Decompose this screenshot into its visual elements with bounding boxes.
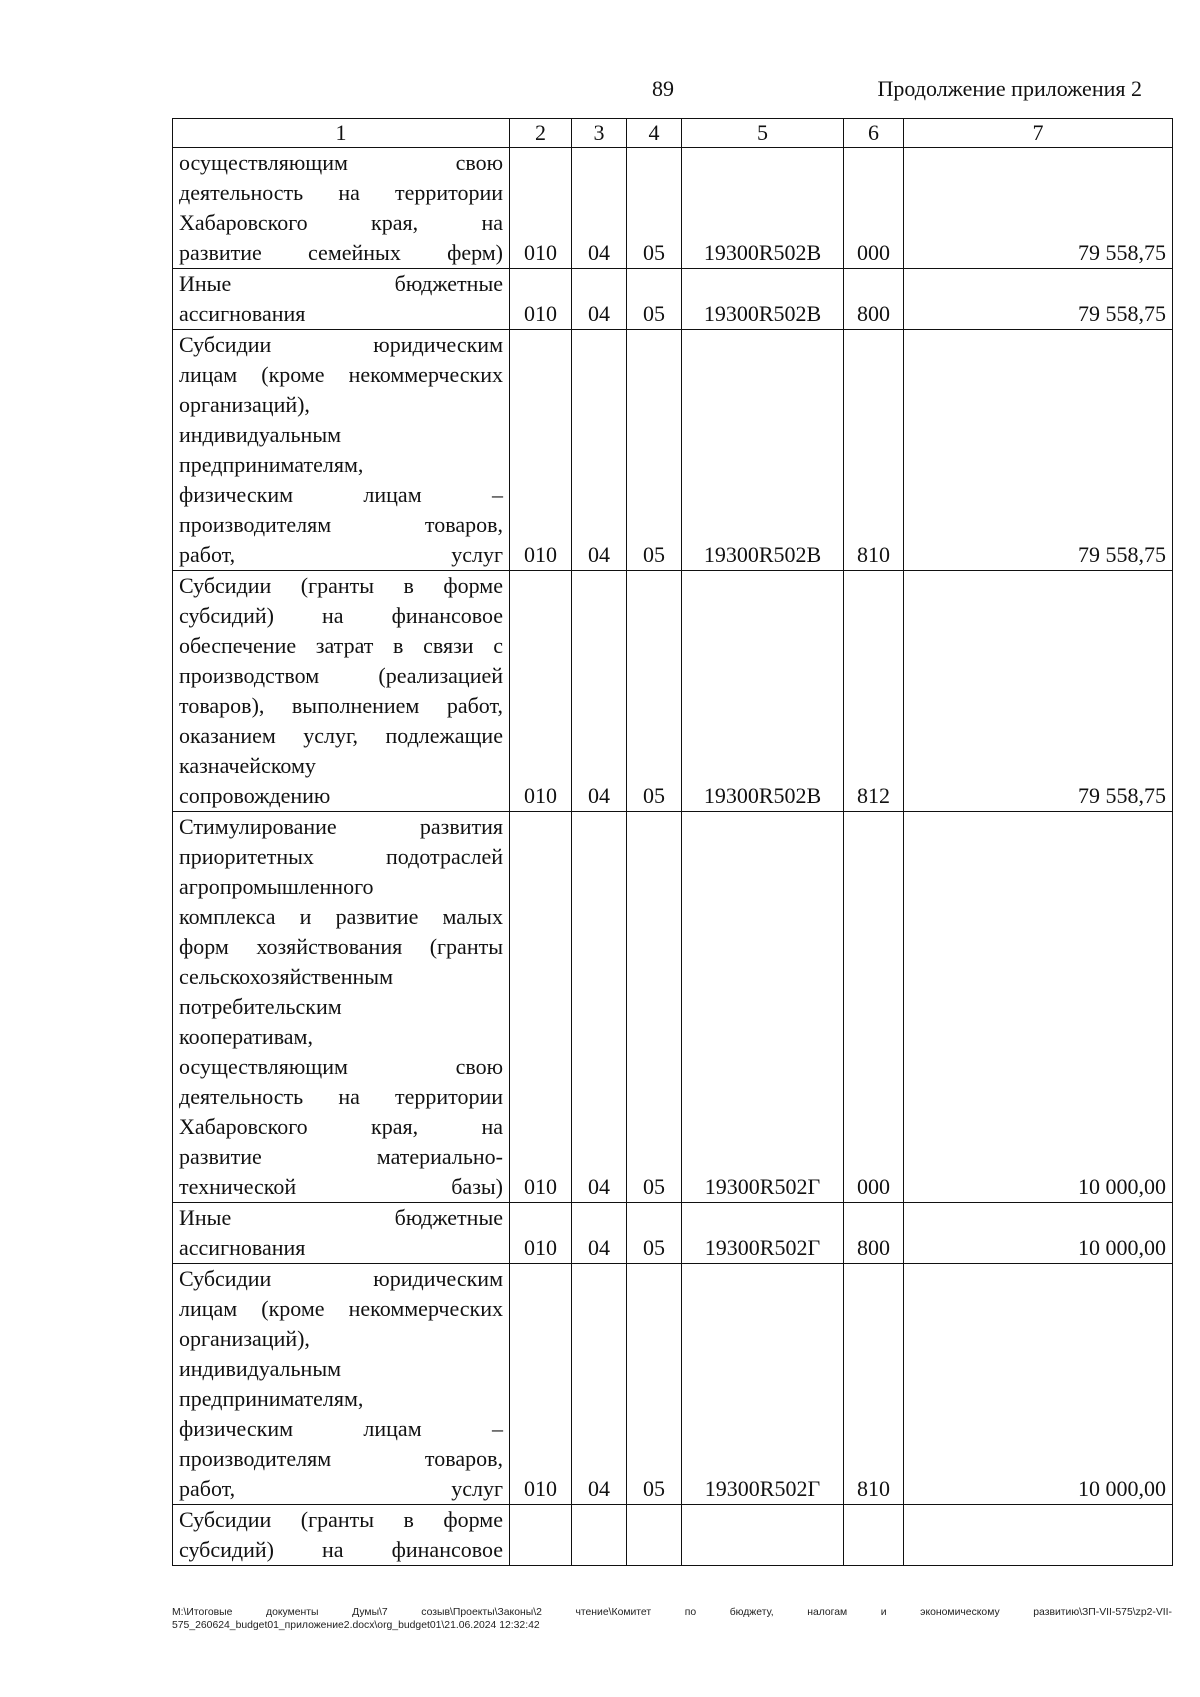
word: свою [455,150,503,175]
word: субсидий) [179,1537,274,1562]
admin-code-cell: 010 [510,571,572,812]
word: ферм) [447,240,503,265]
word: работ, [179,542,236,567]
word: осуществляющим [179,150,348,175]
subsection-code-cell: 05 [627,1203,682,1264]
section-code-cell: 04 [572,269,627,330]
word: территории [394,1084,503,1109]
description-line [179,1444,503,1474]
description-line [179,540,503,570]
word: Субсидии [179,1266,272,1291]
word: – [492,1416,503,1441]
description-line [179,480,503,510]
expense-type-cell: 812 [844,571,904,812]
word: осуществляющим [179,1054,348,1079]
word: развития [419,814,503,839]
word: Хабаровского [179,210,308,235]
word: бюджетные [394,1205,503,1230]
row-description [173,571,510,812]
word: производителям [179,512,332,537]
footer-file-path: M:\Итоговые документы Думы\7 созыв\Проекты\Законы\2 чтение\Комитет по бюджету, налогам и экономическому развитию\ЗП-VII-575\zp2-VII-575_260624_budget01_приложение2.docx\org_budget01\21.06.2024 12:32:42 [172,1607,1172,1631]
description-line: ассигнования [179,1235,306,1260]
word: физическим [179,482,294,507]
description-line [179,721,503,751]
word: выполнением [291,693,420,718]
expense-type-cell: 810 [844,1264,904,1505]
expense-type-cell: 000 [844,148,904,269]
subsection-code-cell: 05 [627,571,682,812]
description-line: предпринимателям, [179,452,364,477]
word: финансовое [391,603,503,628]
table-row [173,1264,1173,1505]
word: форме [443,573,503,598]
row-description [173,1264,510,1505]
description-line [179,269,503,299]
description-line [179,238,503,268]
word: Субсидии [179,1507,272,1532]
row-description [173,148,510,269]
word: подотраслей [386,844,503,869]
budget-table [172,118,1173,1566]
description-line [179,510,503,540]
table-body [173,148,1173,1566]
target-article-cell: 19300R502В [682,148,844,269]
word: малых [442,904,503,929]
description-line [179,1414,503,1444]
continuation-label: Продолжение приложения 2 [877,76,1142,101]
description-line [179,1474,503,1504]
word: деятельность [179,180,304,205]
target-article-cell: 19300R502Г [682,1203,844,1264]
column-header: 5 [682,119,844,148]
word: в [403,573,414,598]
description-line [179,631,503,661]
word: лицам [179,362,238,387]
row-description [173,269,510,330]
word: на [481,1114,503,1139]
word: форме [443,1507,503,1532]
word: технической [179,1174,297,1199]
word: хозяйствования [256,934,403,959]
column-header: 2 [510,119,572,148]
admin-code-cell [510,1505,572,1566]
description-line [179,1052,503,1082]
word: некоммерческих [348,362,503,387]
word: (кроме [261,1296,325,1321]
word: услуг [451,542,503,567]
word: приоритетных [179,844,314,869]
description-line: предпринимателям, [179,1386,364,1411]
description-line: организаций), [179,1326,310,1351]
word: на [338,180,360,205]
row-description [173,330,510,571]
word: лицам [363,1416,422,1441]
expense-type-cell: 810 [844,330,904,571]
table-row [173,1505,1173,1566]
description-line: агропромышленного [179,874,374,899]
admin-code-cell: 010 [510,330,572,571]
description-line [179,1203,503,1233]
description-line: сопровождению [179,783,331,808]
word: края, [371,1114,419,1139]
section-code-cell: 04 [572,330,627,571]
table-header-row [173,119,1173,148]
word: деятельность [179,1084,304,1109]
description-line [179,571,503,601]
description-line [179,208,503,238]
word: услуг [451,1476,503,1501]
section-code-cell: 04 [572,1203,627,1264]
word: и [299,904,312,929]
admin-code-cell: 010 [510,1264,572,1505]
amount-cell: 79 558,75 [904,269,1173,330]
word: (кроме [261,362,325,387]
amount-cell: 79 558,75 [904,571,1173,812]
description-line [179,330,503,360]
table-row [173,812,1173,1203]
description-line: потребительским [179,994,342,1019]
description-line [179,812,503,842]
table-row [173,1203,1173,1264]
column-header: 4 [627,119,682,148]
word: юридическим [373,1266,503,1291]
word: края, [371,210,419,235]
word: на [481,210,503,235]
expense-type-cell: 000 [844,812,904,1203]
word: обеспечение [179,633,297,658]
word: форм [179,934,229,959]
word: физическим [179,1416,294,1441]
word: комплекса [179,904,276,929]
word: – [492,482,503,507]
description-line [179,661,503,691]
word: территории [394,180,503,205]
amount-cell: 79 558,75 [904,330,1173,571]
word: субсидий) [179,603,274,628]
admin-code-cell: 010 [510,269,572,330]
word: (реализацией [378,663,503,688]
word: развитие [179,240,262,265]
word: семейных [308,240,401,265]
description-line [179,178,503,208]
table-row [173,148,1173,269]
word: связи [423,633,474,658]
word: Субсидии [179,573,272,598]
word: материально- [376,1144,503,1169]
word: (гранты [300,1507,375,1532]
description-line [179,1082,503,1112]
amount-cell: 10 000,00 [904,1203,1173,1264]
subsection-code-cell: 05 [627,1264,682,1505]
description-line [179,1294,503,1324]
description-line: индивидуальным [179,422,342,447]
word: финансовое [391,1537,503,1562]
column-header: 1 [173,119,510,148]
description-line: сельскохозяйственным [179,964,393,989]
target-article-cell: 19300R502В [682,571,844,812]
description-line [179,1172,503,1202]
description-line [179,360,503,390]
description-line: кооперативам, [179,1024,313,1049]
subsection-code-cell: 05 [627,148,682,269]
word: Стимулирование [179,814,337,839]
word: базы) [451,1174,503,1199]
word: подлежащие [385,723,503,748]
subsection-code-cell: 05 [627,330,682,571]
word: товаров), [179,693,265,718]
description-line: ассигнования [179,301,306,326]
word: производителям [179,1446,332,1471]
admin-code-cell: 010 [510,1203,572,1264]
word: с [493,633,503,658]
amount-cell: 79 558,75 [904,148,1173,269]
section-code-cell: 04 [572,571,627,812]
description-line: индивидуальным [179,1356,342,1381]
description-line: казначейскому [179,753,316,778]
description-line [179,601,503,631]
word: свою [455,1054,503,1079]
column-header: 7 [904,119,1173,148]
word: на [338,1084,360,1109]
word: Субсидии [179,332,272,357]
section-code-cell: 04 [572,1264,627,1505]
table-row [173,269,1173,330]
word: услуг, [303,723,359,748]
word: в [403,1507,414,1532]
row-description [173,812,510,1203]
target-article-cell: 19300R502В [682,269,844,330]
section-code-cell: 04 [572,812,627,1203]
description-line [179,1112,503,1142]
subsection-code-cell [627,1505,682,1566]
word: товаров, [424,1446,503,1471]
admin-code-cell: 010 [510,148,572,269]
word: затрат [315,633,374,658]
word: бюджетные [394,271,503,296]
word: работ, [446,693,503,718]
word: лицам [363,482,422,507]
subsection-code-cell: 05 [627,269,682,330]
word: лицам [179,1296,238,1321]
expense-type-cell: 800 [844,1203,904,1264]
expense-type-cell: 800 [844,269,904,330]
description-line [179,1264,503,1294]
section-code-cell [572,1505,627,1566]
description-line [179,932,503,962]
column-header: 3 [572,119,627,148]
word: на [322,603,344,628]
description-line [179,1142,503,1172]
target-article-cell: 19300R502Г [682,1264,844,1505]
column-header: 6 [844,119,904,148]
description-line [179,691,503,721]
word: юридическим [373,332,503,357]
table-row [173,330,1173,571]
table-row [173,571,1173,812]
description-line [179,902,503,932]
subsection-code-cell: 05 [627,812,682,1203]
expense-type-cell [844,1505,904,1566]
target-article-cell [682,1505,844,1566]
word: развитие [335,904,419,929]
admin-code-cell: 010 [510,812,572,1203]
section-code-cell: 04 [572,148,627,269]
word: (гранты [429,934,503,959]
amount-cell [904,1505,1173,1566]
word: работ, [179,1476,236,1501]
amount-cell: 10 000,00 [904,1264,1173,1505]
word: некоммерческих [348,1296,503,1321]
word: на [322,1537,344,1562]
word: оказанием [179,723,276,748]
description-line [179,1535,503,1565]
word: Хабаровского [179,1114,308,1139]
word: развитие [179,1144,262,1169]
description-line [179,148,503,178]
word: (гранты [300,573,375,598]
word: в [393,633,404,658]
description-line: организаций), [179,392,310,417]
target-article-cell: 19300R502Г [682,812,844,1203]
amount-cell: 10 000,00 [904,812,1173,1203]
word: Иные [179,271,232,296]
word: производством [179,663,320,688]
row-description [173,1505,510,1566]
table-header [173,119,1173,148]
word: Иные [179,1205,232,1230]
target-article-cell: 19300R502В [682,330,844,571]
word: товаров, [424,512,503,537]
page-number: 89 [652,76,674,101]
row-description [173,1203,510,1264]
description-line [179,842,503,872]
description-line [179,1505,503,1535]
